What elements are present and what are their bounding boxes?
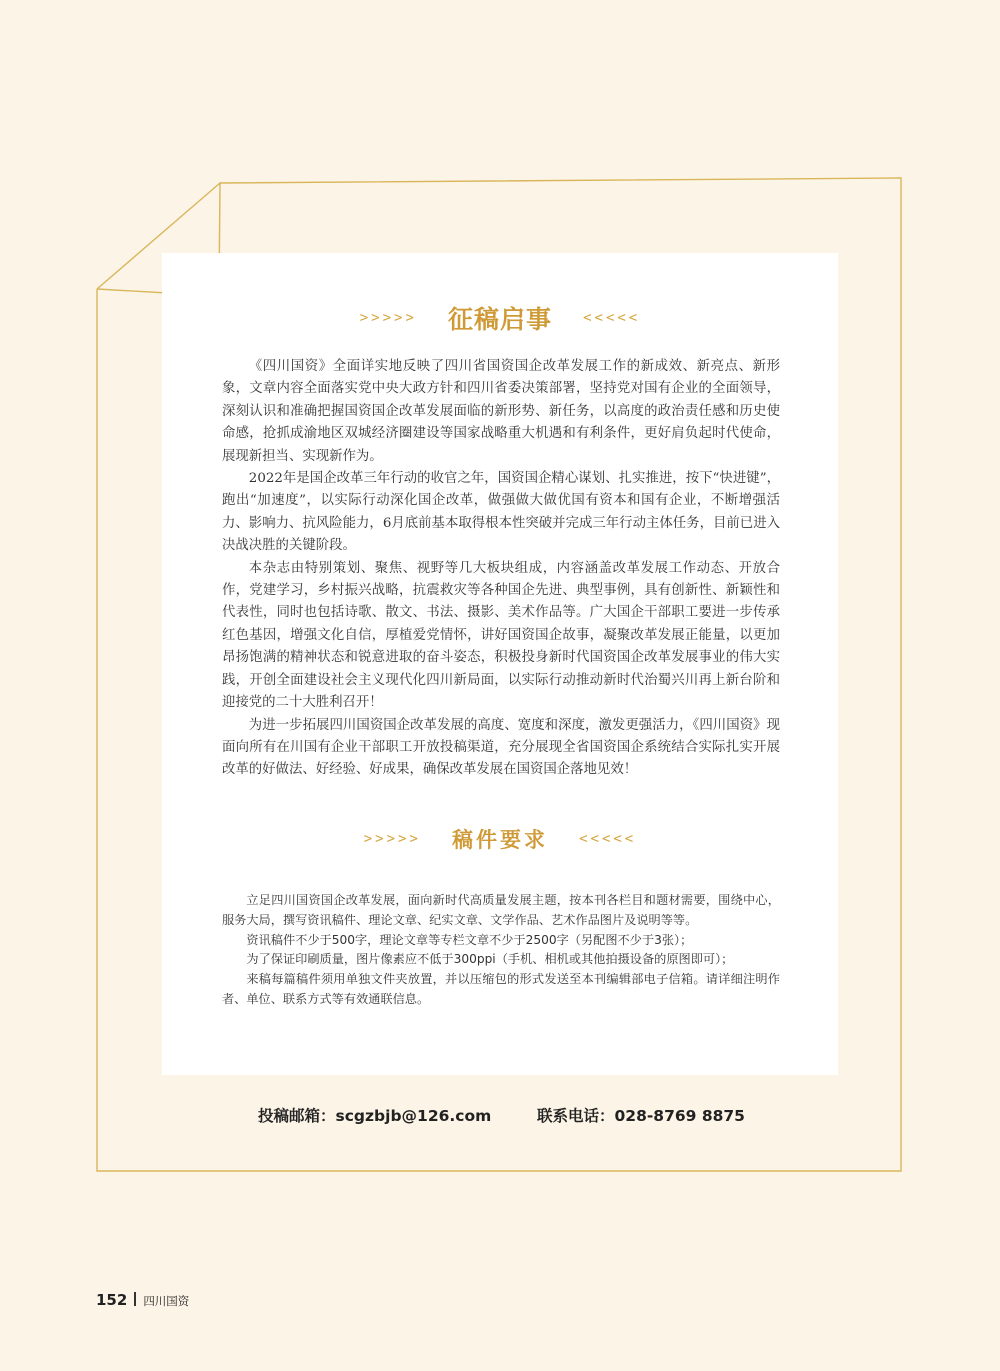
footer-divider: [134, 1292, 136, 1306]
requirement-item: 资讯稿件不少于500字，理论文章等专栏文章不少于2500字（另配图不少于3张）；: [246, 932, 693, 947]
magazine-name: 四川国资: [143, 1294, 190, 1308]
requirement-item: 立足四川国资国企改革发展，面向新时代高质量发展主题，按本刊各栏目和题材需要，围绕中心，服务大局，撰写资讯稿件、理论文章、纪实文章、文学作品、艺术作品图片及说明等等。: [222, 893, 780, 927]
submission-requirements-body: [222, 891, 780, 1010]
heading-arrows-left: >>>>>: [363, 831, 421, 847]
call-for-papers-body: [222, 356, 780, 782]
paragraph: 《四川国资》全面详实地反映了四川省国资国企改革发展工作的新成效、新亮点、新形象，文章内容全面落实党中央大政方针和四川省委决策部署，坚持党对国有企业的全面领导，深刻认识和准确把握国资国企改革发展面临的新形势、新任务，以高度的政治责任感和历史使命感，抢抓成渝地区双城经济圈建设等国家战略重大机遇和有利条件，更好肩负起时代使命，展现新担当、实现新作为。: [222, 359, 780, 464]
page-number: 152: [96, 1291, 128, 1309]
paragraph: 本杂志由特别策划、聚焦、视野等几大板块组成，内容涵盖改革发展工作动态、开放合作，党建学习，乡村振兴战略，抗震救灾等各种国企先进、典型事例，具有创新性、新颖性和代表性，同时也包括诗歌、散文、书法、摄影、美术作品等。广大国企干部职工要进一步传承红色基因，增强文化自信，厚植爱党情怀，讲好国资国企故事，凝聚改革发展正能量，以更加昂扬饱满的精神状态和锐意进取的奋斗姿态，积极投身新时代国资国企改革发展事业的伟大实践，开创全面建设社会主义现代化四川新局面，以实际行动推动新时代治蜀兴川再上新台阶和迎接党的二十大胜利召开！: [222, 560, 780, 711]
heading-arrows-left: >>>>>: [359, 310, 417, 326]
section-title-requirements: 稿件要求: [452, 828, 548, 852]
requirement-item: 来稿每篇稿件须用单独文件夹放置，并以压缩包的形式发送至本刊编辑部电子信箱。请详细注明作者、单位、联系方式等有效通联信息。: [222, 972, 780, 1006]
page-footer: [96, 1290, 189, 1309]
submission-requirements-heading: [0, 824, 1000, 854]
paragraph: 2022年是国企改革三年行动的收官之年，国资国企精心谋划、扎实推进，按下“快进键”，跑出“加速度”，以实际行动深化国企改革，做强做大做优国有资本和国有企业，不断增强活力、影响力、抗风险能力，6月底前基本取得根本性突破并完成三年行动主体任务，目前已进入决战决胜的关键阶段。: [222, 471, 780, 554]
contact-phone: 联系电话：028-8769 8875: [537, 1107, 745, 1125]
call-for-papers-heading: [0, 300, 1000, 336]
paragraph: 为进一步拓展四川国资国企改革发展的高度、宽度和深度，激发更强活力，《四川国资》现面向所有在川国有企业干部职工开放投稿渠道，充分展现全省国资国企系统结合实际扎实开展改革的好做法、好经验、好成果，确保改革发展在国资国企落地见效！: [222, 717, 780, 778]
requirement-item: 为了保证印刷质量，图片像素应不低于300ppi（手机、相机或其他拍摄设备的原图即可）；: [246, 952, 734, 967]
submission-email: 投稿邮箱：scgzbjb@126.com: [258, 1107, 492, 1125]
section-title-call-for-papers: 征稿启事: [447, 305, 552, 334]
heading-arrows-right: <<<<<: [583, 310, 641, 326]
heading-arrows-right: <<<<<: [579, 831, 637, 847]
